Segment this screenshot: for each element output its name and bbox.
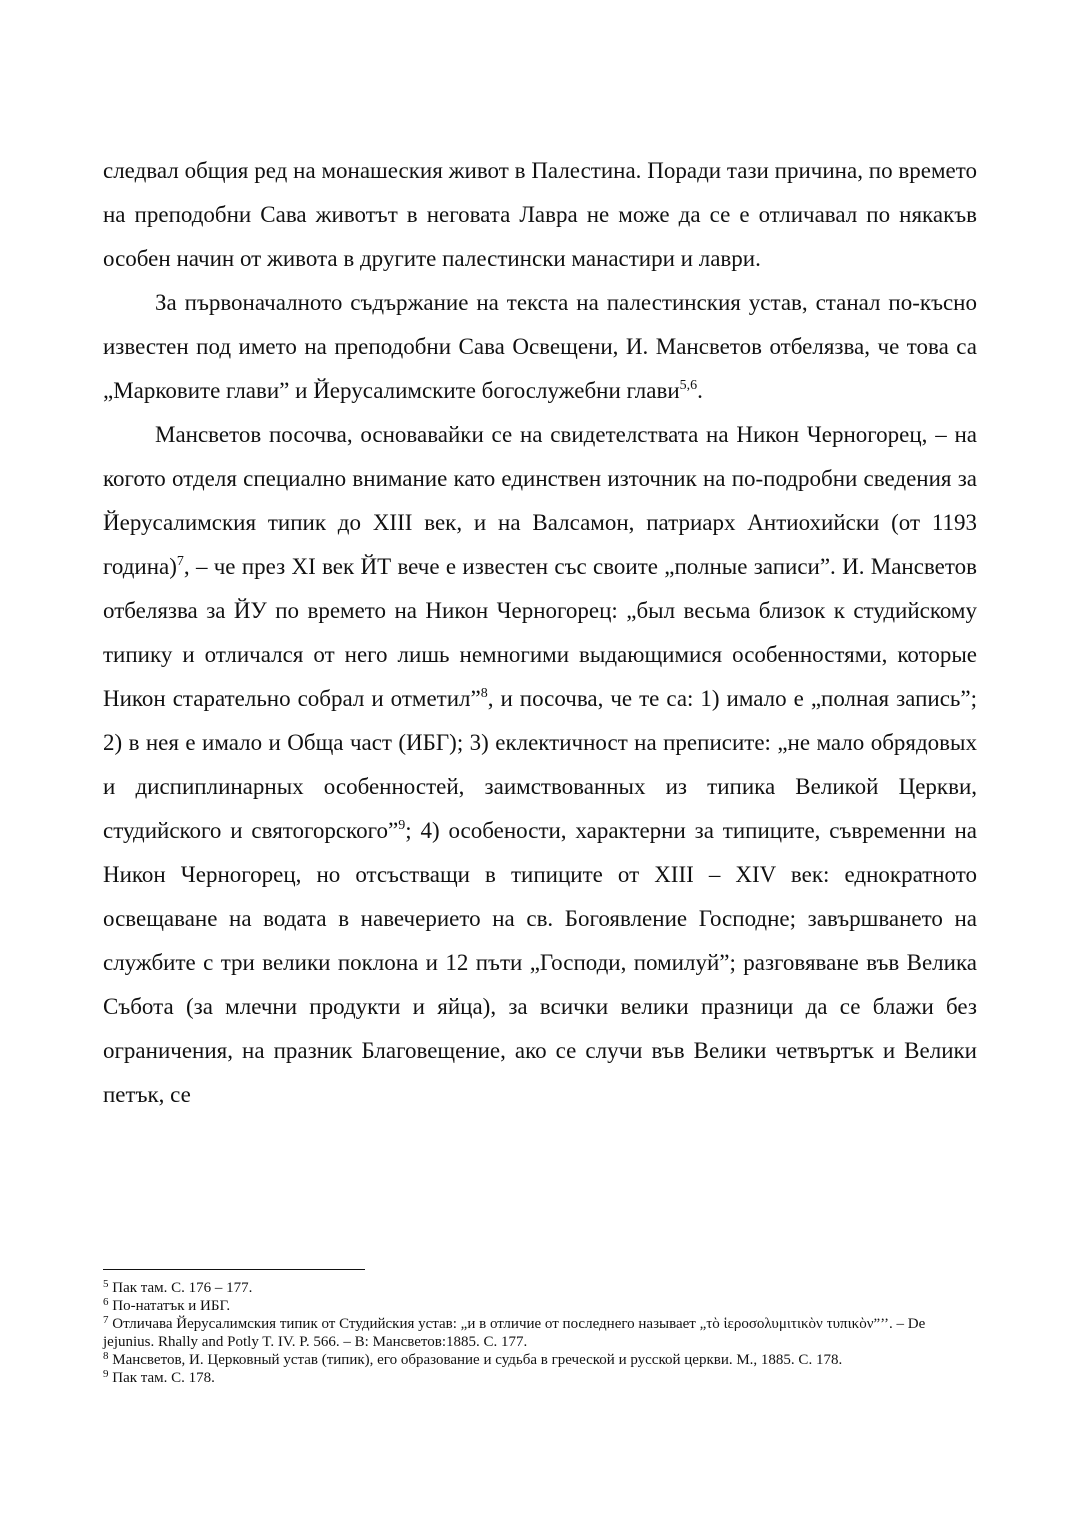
paragraph-text: За първоначалното съдържание на текста на палестинския устав, станал по-късно известен под името на преподобни Сава Освещени, И. Мансветов отбелязва, че това са „Марковите глави” и Йерусалимските богослужебни глави [103,290,977,403]
paragraph-text: Мансветов посочва, основавайки се на свидетелствата на Никон Черногорец, – на когото отделя специално внимание като единствен източник на по-подробни сведения за Йерусалимския типик до XIII век, и на Валсамон, патриарх Антиохийски (от 1193 година) [103,422,977,579]
footnote-number: 6 [103,1296,109,1308]
footnote [103,1279,977,1297]
footnote-reference[interactable]: 8 [480,686,488,701]
paragraph-text: . [697,378,703,403]
paragraph [103,281,977,413]
footnote-text: Отличава Йерусалимския типик от Студийския устав: „и в отличие от последнего называет „τὸ ἱεροσολυμιτικὸν τυπικὸν”’’. – De jejunius. Rhally and Potly T. IV. P. 566. – В: Мансветов:1885. С. 177. [103,1316,926,1350]
body-text [103,149,977,1117]
footnote-text: По-нататък и ИБГ. [112,1298,231,1314]
footnote-reference[interactable]: 9 [398,818,406,833]
footnote-separator [103,1269,365,1270]
paragraph-text: ; 4) особености, характерни за типиците, съвременни на Никон Черногорец, но отсъстващи в типиците от XIII – XIV век: еднократното освещаване на водата в навечерието на св. Богоявление Господне; завършването на службите с три велики поклона и 12 пъти „Господи, помилуй”; разговяване във Велика Събота (за млечни продукти и яйца), за всички велики празници да се блажи без ограничения, на празник Благовещение, ако се случи във Велики четвъртък и Велики петък, се [103,818,978,1107]
footnote-number: 7 [103,1314,109,1326]
paragraph-text: , – че през XI век ЙТ вече е известен със своите „полные записи”. И. Мансветов отбелязва за ЙУ по времето на Никон Черногорец: „был весьма близок к студийскому типику и отличался от него лишь немногими выдающимися особенностями, которые Никон старательно собрал и отметил” [103,554,977,711]
footnote-number: 8 [103,1350,109,1362]
footnote [103,1369,977,1387]
paragraph-text: следвал общия ред на монашеския живот в Палестина. Поради тази причина, по времето на преподобни Сава животът в неговата Лавра не може да се е отличавал по някакъв особен начин от живота в другите палестински манастири и лаври. [103,158,977,271]
footnote-number: 5 [103,1278,109,1290]
paragraph-text: , и посочва, че те са: 1) имало е „полная запись”; 2) в нея е имало и Обща част (ИБГ); 3) еклектичност на преписите: „не мало обрядовых и диспиплинарных особенностей, заимствованных из типика Великой Церкви, студийского и святогорского” [103,686,977,843]
footnote [103,1351,977,1369]
footnote-reference[interactable]: 5,6 [679,378,698,393]
footnote [103,1315,977,1351]
footnote-number: 9 [103,1368,109,1380]
footnote-text: Пак там. С. 178. [112,1370,215,1386]
paragraph [103,149,977,281]
paragraph [103,413,977,1117]
footnote-reference[interactable]: 7 [176,554,184,569]
footnote-text: Пак там. С. 176 – 177. [112,1280,253,1296]
footnote [103,1297,977,1315]
footnote-text: Мансветов, И. Церковный устав (типик), его образование и судьба в греческой и русской церкви. М., 1885. С. 178. [112,1352,843,1368]
footnotes [103,1279,977,1387]
